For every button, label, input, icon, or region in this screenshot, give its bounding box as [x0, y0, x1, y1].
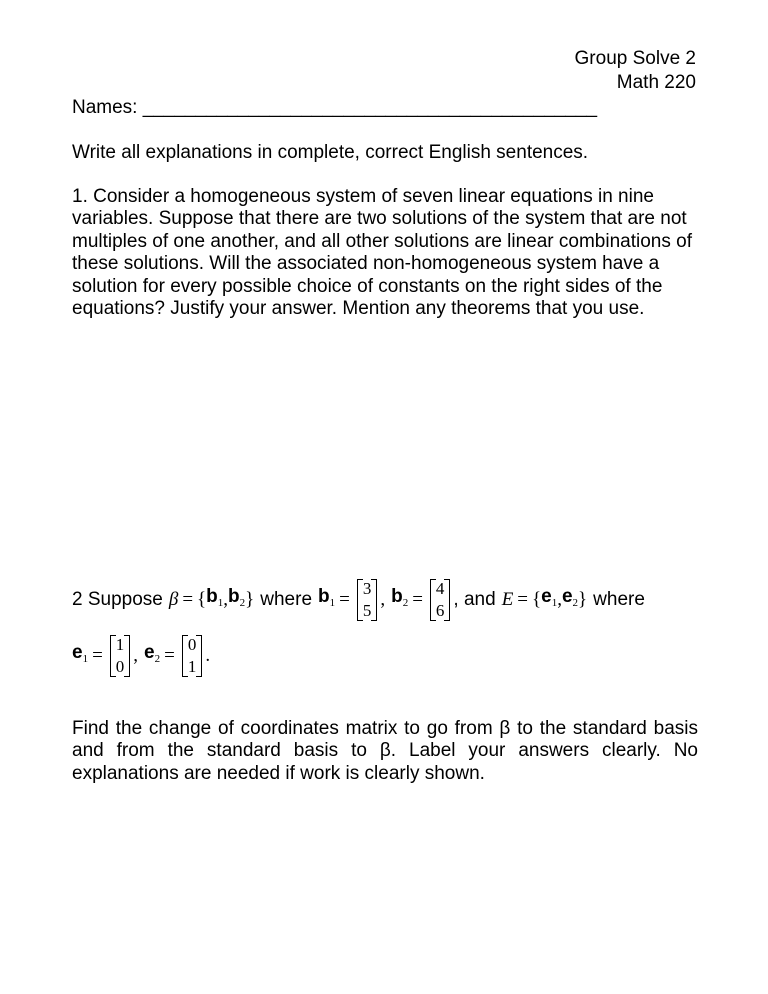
- brace-close: }: [578, 589, 588, 610]
- subscript-1: 1: [329, 597, 336, 609]
- vector-b-label: b: [318, 586, 330, 607]
- problem-1-text: 1. Consider a homogeneous system of seven linear equations in nine variables. Suppose that there are two solutions of the system that are not multiples of one another, and all other solutions are linear combinations of these solutions. Will the associated non-homogeneous system have a solution for every possible choice of constants on the right sides of the equations? Justify your answer. Mention any theorems that you use.: [72, 186, 692, 320]
- matrix-e1-entry-1: 1: [115, 635, 125, 654]
- matrix-b2-entry-1: 4: [435, 579, 445, 598]
- matrix-b2-entry-2: 6: [435, 601, 445, 620]
- set-E-symbol: E: [501, 589, 514, 610]
- vector-e-label: e: [72, 642, 83, 663]
- equals-sign: =: [164, 645, 175, 666]
- equals-sign: =: [182, 589, 194, 610]
- vector-e-label: e: [561, 586, 573, 607]
- matrix-e2-entry-1: 0: [187, 635, 197, 654]
- subscript-1: 1: [217, 597, 224, 609]
- vector-b-label: b: [206, 586, 218, 607]
- matrix-b1-entry-1: 3: [362, 579, 372, 598]
- equals-sign: =: [339, 589, 350, 610]
- problem-2-intro: 2 Suppose: [72, 589, 163, 610]
- subscript-2: 2: [154, 653, 161, 665]
- and-text: , and: [453, 589, 496, 610]
- problem-2-line-1: [72, 578, 645, 622]
- vector-b-label: b: [228, 586, 240, 607]
- equals-sign: =: [92, 645, 103, 666]
- matrix-e2: [182, 634, 203, 678]
- subscript-2: 2: [402, 597, 409, 609]
- header-course: Math 220: [616, 72, 696, 93]
- matrix-b2: [430, 578, 451, 622]
- where-text: where: [593, 589, 645, 610]
- matrix-b1: [357, 578, 378, 622]
- problem-2-line-2: [72, 634, 210, 678]
- matrix-e1: [110, 634, 131, 678]
- vector-b-label: b: [391, 586, 403, 607]
- problem-2-question: Find the change of coordinates matrix to go from β to the standard basis and from the standard basis to β. Label your answers clearly. No explanations are needed if work is clearly shown.: [72, 718, 698, 784]
- subscript-2: 2: [239, 597, 246, 609]
- matrix-e1-entry-2: 0: [115, 657, 125, 676]
- matrix-e2-entry-2: 1: [187, 657, 197, 676]
- instructions: Write all explanations in complete, correct English sentences.: [72, 142, 589, 163]
- subscript-1: 1: [551, 597, 558, 609]
- vector-e-label: e: [541, 586, 552, 607]
- subscript-1: 1: [82, 653, 89, 665]
- header-title: Group Solve 2: [574, 48, 696, 69]
- comma: ,: [380, 589, 386, 610]
- equals-sign: =: [517, 589, 529, 610]
- equals-sign: =: [412, 589, 423, 610]
- comma: ,: [223, 589, 229, 610]
- comma: ,: [133, 645, 139, 666]
- matrix-b1-entry-2: 5: [362, 601, 372, 620]
- vector-e-label: e: [144, 642, 155, 663]
- brace-open: {: [532, 589, 542, 610]
- subscript-2: 2: [572, 597, 579, 609]
- period: .: [205, 645, 211, 666]
- brace-open: {: [197, 589, 207, 610]
- comma: ,: [557, 589, 562, 610]
- beta-symbol: β: [168, 589, 179, 610]
- names-line: Names: ___________________________________________: [72, 97, 598, 118]
- brace-close: }: [245, 589, 255, 610]
- where-text: where: [260, 589, 313, 610]
